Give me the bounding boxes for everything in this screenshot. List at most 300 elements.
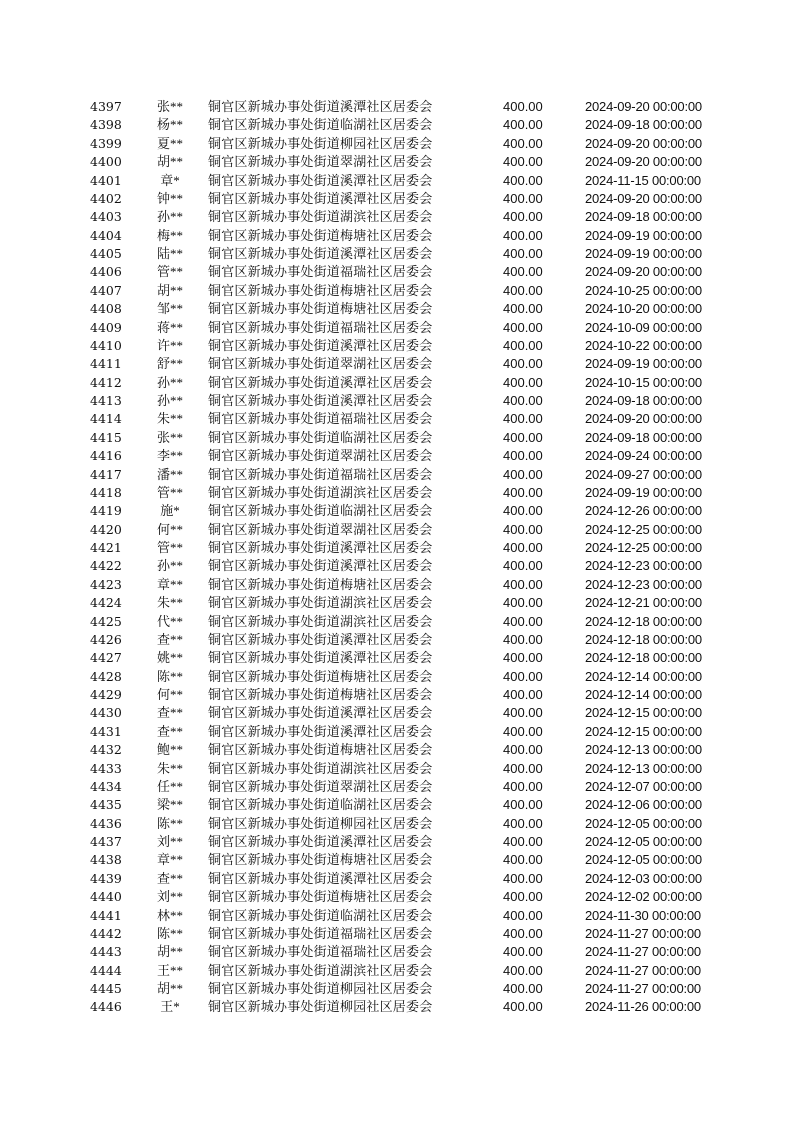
date-time: 2024-12-15 00:00:00 [585,705,702,721]
amount: 400.00 [503,448,543,464]
table-row [0,649,793,667]
table-row [0,319,793,337]
organization: 铜官区新城办事处街道湖滨社区居委会 [208,613,433,629]
date-time: 2024-12-26 00:00:00 [585,503,702,519]
row-number: 4436 [90,815,122,831]
amount: 400.00 [503,466,543,482]
table-row [0,723,793,741]
date-time: 2024-10-15 00:00:00 [585,374,702,390]
person-name: 管** [156,264,183,280]
amount: 400.00 [503,264,543,280]
date-time: 2024-12-06 00:00:00 [585,797,702,813]
table-row [0,263,793,281]
date-time: 2024-09-20 00:00:00 [585,154,702,170]
person-name: 王** [156,962,183,978]
date-time: 2024-12-18 00:00:00 [585,650,702,666]
person-name: 李** [156,448,183,464]
amount: 400.00 [503,668,543,684]
table-row [0,502,793,520]
table-row [0,686,793,704]
person-name: 梁** [156,797,183,813]
person-name: 孙** [156,558,183,574]
date-time: 2024-11-27 00:00:00 [585,981,701,996]
table-row [0,447,793,465]
row-number: 4433 [90,760,122,776]
date-time: 2024-12-23 00:00:00 [585,558,702,574]
date-time: 2024-12-25 00:00:00 [585,540,702,555]
table-row [0,374,793,392]
person-name: 查** [156,631,183,647]
person-name: 许** [156,337,183,353]
person-name: 梅** [156,227,183,243]
row-number: 4414 [90,411,122,427]
table-row [0,410,793,428]
row-number: 4415 [90,429,122,445]
amount: 400.00 [503,301,543,317]
organization: 铜官区新城办事处街道溪潭社区居委会 [208,723,433,739]
row-number: 4439 [90,870,122,886]
date-time: 2024-11-27 00:00:00 [585,944,701,960]
table-row [0,153,793,171]
person-name: 查** [156,723,183,739]
person-name: 胡** [156,981,183,996]
table-row [0,668,793,686]
table-row [0,300,793,318]
row-number: 4400 [90,154,122,170]
row-number: 4404 [90,227,122,243]
data-table [0,98,793,1017]
table-row [0,888,793,906]
date-time: 2024-09-19 00:00:00 [585,484,702,500]
row-number: 4420 [90,521,122,537]
organization: 铜官区新城办事处街道梅塘社区居委会 [208,687,433,702]
organization: 铜官区新城办事处街道梅塘社区居委会 [208,282,433,298]
table-row [0,539,793,557]
amount: 400.00 [503,246,543,261]
date-time: 2024-09-24 00:00:00 [585,448,702,464]
organization: 铜官区新城办事处街道溪潭社区居委会 [208,99,433,114]
organization: 铜官区新城办事处街道柳园社区居委会 [208,981,433,996]
row-number: 4419 [90,503,122,519]
person-name: 管** [156,484,183,500]
date-time: 2024-09-19 00:00:00 [585,227,702,243]
date-time: 2024-12-23 00:00:00 [585,576,702,592]
row-number: 4418 [90,484,122,500]
organization: 铜官区新城办事处街道福瑞社区居委会 [208,466,433,482]
organization: 铜官区新城办事处街道翠湖社区居委会 [208,521,433,537]
amount: 400.00 [503,337,543,353]
amount: 400.00 [503,631,543,647]
organization: 铜官区新城办事处街道湖滨社区居委会 [208,209,433,225]
person-name: 朱** [156,411,183,427]
date-time: 2024-10-20 00:00:00 [585,301,702,317]
row-number: 4397 [90,99,122,114]
organization: 铜官区新城办事处街道溪潭社区居委会 [208,650,433,666]
amount: 400.00 [503,374,543,390]
amount: 400.00 [503,613,543,629]
table-row [0,741,793,759]
table-row [0,484,793,502]
amount: 400.00 [503,907,543,923]
date-time: 2024-12-05 00:00:00 [585,815,702,831]
row-number: 4406 [90,264,122,280]
row-number: 4401 [90,172,122,188]
organization: 铜官区新城办事处街道梅塘社区居委会 [208,852,433,868]
person-name: 杨** [156,117,183,133]
table-row [0,870,793,888]
date-time: 2024-11-27 00:00:00 [585,962,701,978]
person-name: 何** [156,521,183,537]
row-number: 4409 [90,319,122,335]
date-time: 2024-10-22 00:00:00 [585,337,702,353]
person-name: 何** [156,687,183,702]
person-name: 林** [156,907,183,923]
table-row [0,392,793,410]
amount: 400.00 [503,760,543,776]
amount: 400.00 [503,962,543,978]
date-time: 2024-12-14 00:00:00 [585,668,702,684]
person-name: 刘** [156,889,183,905]
person-name: 朱** [156,760,183,776]
date-time: 2024-09-20 00:00:00 [585,190,702,206]
amount: 400.00 [503,742,543,758]
date-time: 2024-09-27 00:00:00 [585,466,702,482]
organization: 铜官区新城办事处街道福瑞社区居委会 [208,264,433,280]
amount: 400.00 [503,705,543,721]
amount: 400.00 [503,429,543,445]
date-time: 2024-12-13 00:00:00 [585,760,702,776]
date-time: 2024-09-18 00:00:00 [585,209,702,225]
row-number: 4411 [90,356,122,372]
row-number: 4435 [90,797,122,813]
table-row [0,98,793,116]
row-number: 4431 [90,723,122,739]
row-number: 4424 [90,595,122,611]
row-number: 4426 [90,631,122,647]
organization: 铜官区新城办事处街道福瑞社区居委会 [208,925,433,941]
table-row [0,833,793,851]
organization: 铜官区新城办事处街道福瑞社区居委会 [208,944,433,960]
row-number: 4410 [90,337,122,353]
person-name: 舒** [156,356,183,372]
row-number: 4442 [90,925,122,941]
row-number: 4413 [90,393,122,408]
table-row [0,815,793,833]
organization: 铜官区新城办事处街道溪潭社区居委会 [208,393,433,408]
row-number: 4422 [90,558,122,574]
table-row [0,208,793,226]
organization: 铜官区新城办事处街道翠湖社区居委会 [208,356,433,372]
organization: 铜官区新城办事处街道溪潭社区居委会 [208,190,433,206]
person-name: 孙** [156,393,183,408]
amount: 400.00 [503,484,543,500]
row-number: 4429 [90,687,122,702]
date-time: 2024-11-26 00:00:00 [585,999,701,1015]
date-time: 2024-11-30 00:00:00 [585,907,701,923]
amount: 400.00 [503,135,543,151]
amount: 400.00 [503,834,543,849]
table-row [0,962,793,980]
date-time: 2024-12-14 00:00:00 [585,687,702,702]
person-name: 张** [156,99,183,114]
organization: 铜官区新城办事处街道福瑞社区居委会 [208,319,433,335]
amount: 400.00 [503,154,543,170]
person-name: 任** [156,778,183,794]
organization: 铜官区新城办事处街道翠湖社区居委会 [208,154,433,170]
table-row [0,760,793,778]
date-time: 2024-11-15 00:00:00 [585,172,701,188]
row-number: 4441 [90,907,122,923]
amount: 400.00 [503,889,543,905]
person-name: 姚** [156,650,183,666]
table-row [0,943,793,961]
row-number: 4437 [90,834,122,849]
table-row [0,521,793,539]
table-row [0,466,793,484]
amount: 400.00 [503,723,543,739]
amount: 400.00 [503,172,543,188]
amount: 400.00 [503,540,543,555]
row-number: 4444 [90,962,122,978]
table-row [0,337,793,355]
person-name: 胡** [156,154,183,170]
person-name: 蒋** [156,319,183,335]
table-row [0,796,793,814]
table-row [0,631,793,649]
date-time: 2024-09-20 00:00:00 [585,135,702,151]
organization: 铜官区新城办事处街道溪潭社区居委会 [208,705,433,721]
row-number: 4416 [90,448,122,464]
organization: 铜官区新城办事处街道溪潭社区居委会 [208,834,433,849]
amount: 400.00 [503,99,543,114]
person-name: 胡** [156,944,183,960]
amount: 400.00 [503,356,543,372]
organization: 铜官区新城办事处街道临湖社区居委会 [208,797,433,813]
person-name: 孙** [156,209,183,225]
person-name: 章** [156,852,183,868]
row-number: 4443 [90,944,122,960]
organization: 铜官区新城办事处街道溪潭社区居委会 [208,172,433,188]
table-row [0,907,793,925]
row-number: 4421 [90,540,122,555]
amount: 400.00 [503,981,543,996]
person-name: 陈** [156,815,183,831]
row-number: 4408 [90,301,122,317]
table-row [0,851,793,869]
row-number: 4438 [90,852,122,868]
date-time: 2024-12-03 00:00:00 [585,870,702,886]
organization: 铜官区新城办事处街道湖滨社区居委会 [208,760,433,776]
organization: 铜官区新城办事处街道梅塘社区居委会 [208,301,433,317]
person-name: 邹** [156,301,183,317]
row-number: 4430 [90,705,122,721]
organization: 铜官区新城办事处街道湖滨社区居委会 [208,962,433,978]
table-row [0,613,793,631]
date-time: 2024-10-09 00:00:00 [585,319,702,335]
amount: 400.00 [503,209,543,225]
date-time: 2024-09-19 00:00:00 [585,356,702,372]
person-name: 胡** [156,282,183,298]
date-time: 2024-09-19 00:00:00 [585,246,702,261]
person-name: 潘** [156,466,183,482]
date-time: 2024-12-07 00:00:00 [585,778,702,794]
amount: 400.00 [503,393,543,408]
organization: 铜官区新城办事处街道溪潭社区居委会 [208,337,433,353]
amount: 400.00 [503,778,543,794]
amount: 400.00 [503,117,543,133]
date-time: 2024-09-20 00:00:00 [585,264,702,280]
row-number: 4423 [90,576,122,592]
row-number: 4440 [90,889,122,905]
row-number: 4412 [90,374,122,390]
organization: 铜官区新城办事处街道溪潭社区居委会 [208,246,433,261]
amount: 400.00 [503,650,543,666]
person-name: 查** [156,705,183,721]
organization: 铜官区新城办事处街道临湖社区居委会 [208,503,433,519]
amount: 400.00 [503,797,543,813]
organization: 铜官区新城办事处街道福瑞社区居委会 [208,411,433,427]
amount: 400.00 [503,870,543,886]
table-row [0,429,793,447]
amount: 400.00 [503,576,543,592]
date-time: 2024-09-18 00:00:00 [585,393,702,408]
amount: 400.00 [503,503,543,519]
date-time: 2024-12-15 00:00:00 [585,723,702,739]
date-time: 2024-09-18 00:00:00 [585,429,702,445]
organization: 铜官区新城办事处街道溪潭社区居委会 [208,631,433,647]
row-number: 4398 [90,117,122,133]
organization: 铜官区新城办事处街道溪潭社区居委会 [208,374,433,390]
organization: 铜官区新城办事处街道梅塘社区居委会 [208,668,433,684]
row-number: 4402 [90,190,122,206]
organization: 铜官区新城办事处街道临湖社区居委会 [208,117,433,133]
table-row [0,190,793,208]
person-name: 王* [160,999,180,1015]
organization: 铜官区新城办事处街道柳园社区居委会 [208,999,433,1015]
amount: 400.00 [503,190,543,206]
date-time: 2024-12-05 00:00:00 [585,834,702,849]
amount: 400.00 [503,521,543,537]
person-name: 管** [156,540,183,555]
table-row [0,980,793,998]
person-name: 章** [156,576,183,592]
date-time: 2024-12-18 00:00:00 [585,631,702,647]
amount: 400.00 [503,852,543,868]
table-row [0,557,793,575]
date-time: 2024-11-27 00:00:00 [585,925,701,941]
organization: 铜官区新城办事处街道溪潭社区居委会 [208,870,433,886]
table-row [0,135,793,153]
organization: 铜官区新城办事处街道溪潭社区居委会 [208,540,433,555]
person-name: 陆** [156,246,183,261]
person-name: 刘** [156,834,183,849]
table-row [0,172,793,190]
person-name: 朱** [156,595,183,611]
person-name: 代** [156,613,183,629]
table-row [0,998,793,1016]
date-time: 2024-09-20 00:00:00 [585,99,702,114]
person-name: 陈** [156,925,183,941]
date-time: 2024-12-13 00:00:00 [585,742,702,758]
row-number: 4425 [90,613,122,629]
person-name: 施* [160,503,180,519]
organization: 铜官区新城办事处街道翠湖社区居委会 [208,448,433,464]
row-number: 4405 [90,246,122,261]
date-time: 2024-12-21 00:00:00 [585,595,702,611]
organization: 铜官区新城办事处街道湖滨社区居委会 [208,595,433,611]
organization: 铜官区新城办事处街道柳园社区居委会 [208,815,433,831]
organization: 铜官区新城办事处街道湖滨社区居委会 [208,484,433,500]
table-row [0,245,793,263]
row-number: 4446 [90,999,122,1015]
date-time: 2024-09-20 00:00:00 [585,411,702,427]
table-row [0,355,793,373]
row-number: 4407 [90,282,122,298]
organization: 铜官区新城办事处街道梅塘社区居委会 [208,742,433,758]
person-name: 查** [156,870,183,886]
date-time: 2024-09-18 00:00:00 [585,117,702,133]
table-row [0,227,793,245]
row-number: 4434 [90,778,122,794]
row-number: 4432 [90,742,122,758]
row-number: 4417 [90,466,122,482]
row-number: 4428 [90,668,122,684]
date-time: 2024-12-18 00:00:00 [585,613,702,629]
table-row [0,778,793,796]
organization: 铜官区新城办事处街道临湖社区居委会 [208,429,433,445]
amount: 400.00 [503,319,543,335]
row-number: 4445 [90,981,122,996]
amount: 400.00 [503,999,543,1015]
date-time: 2024-12-02 00:00:00 [585,889,702,905]
amount: 400.00 [503,227,543,243]
person-name: 孙** [156,374,183,390]
amount: 400.00 [503,558,543,574]
person-name: 钟** [156,190,183,206]
table-row [0,282,793,300]
amount: 400.00 [503,944,543,960]
table-row [0,116,793,134]
row-number: 4403 [90,209,122,225]
date-time: 2024-10-25 00:00:00 [585,282,702,298]
organization: 铜官区新城办事处街道梅塘社区居委会 [208,576,433,592]
organization: 铜官区新城办事处街道翠湖社区居委会 [208,778,433,794]
table-row [0,594,793,612]
amount: 400.00 [503,595,543,611]
row-number: 4399 [90,135,122,151]
amount: 400.00 [503,411,543,427]
table-row [0,576,793,594]
person-name: 张** [156,429,183,445]
table-row [0,925,793,943]
date-time: 2024-12-25 00:00:00 [585,521,702,537]
amount: 400.00 [503,815,543,831]
amount: 400.00 [503,282,543,298]
date-time: 2024-12-05 00:00:00 [585,852,702,868]
amount: 400.00 [503,687,543,702]
person-name: 鲍** [156,742,183,758]
organization: 铜官区新城办事处街道溪潭社区居委会 [208,558,433,574]
organization: 铜官区新城办事处街道临湖社区居委会 [208,907,433,923]
person-name: 陈** [156,668,183,684]
person-name: 章* [160,172,180,188]
organization: 铜官区新城办事处街道梅塘社区居委会 [208,889,433,905]
organization: 铜官区新城办事处街道柳园社区居委会 [208,135,433,151]
row-number: 4427 [90,650,122,666]
table-row [0,704,793,722]
amount: 400.00 [503,925,543,941]
organization: 铜官区新城办事处街道梅塘社区居委会 [208,227,433,243]
